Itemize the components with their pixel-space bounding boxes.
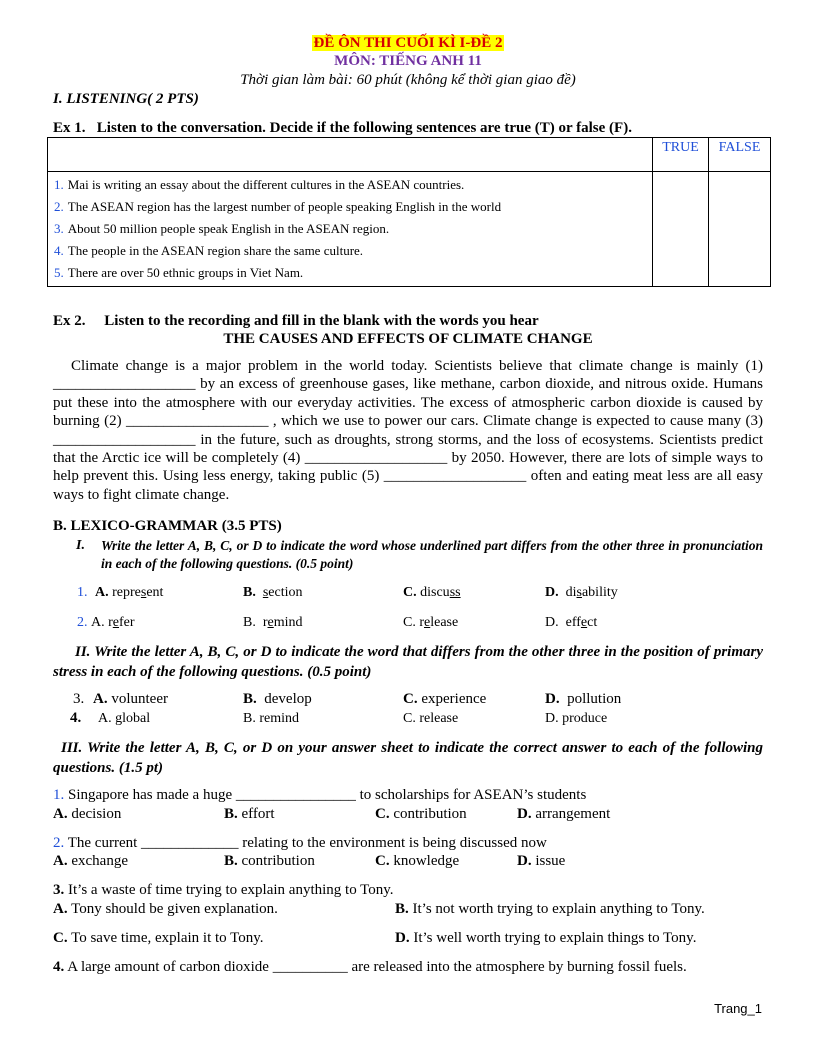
statement-row: 1. Mai is writing an essay about the different cultures in the ASEAN countries. bbox=[54, 177, 465, 192]
statement-row: 2. The ASEAN region has the largest number of people speaking English in the world bbox=[54, 199, 502, 214]
listening-heading: I. LISTENING( 2 PTS) bbox=[53, 91, 199, 107]
ex1-heading: Ex 1. Listen to the conversation. Decide if the following sentences are true (T) or false (F). bbox=[53, 120, 632, 136]
p3-q3-stem: 3. It’s a waste of time trying to explain anything to Tony. bbox=[53, 882, 394, 898]
p2-q4-option-b[interactable]: B. remind bbox=[243, 711, 299, 726]
p3-q2-stem: 2. The current _____________ relating to the environment is being discussed now bbox=[53, 835, 547, 851]
p1-q2-row: 2. bbox=[77, 615, 88, 630]
p2-q3-option-c[interactable]: C. experience bbox=[403, 691, 487, 707]
page-number: Trang_1 bbox=[714, 1001, 762, 1016]
p3-q3-option-d[interactable]: D. It’s well worth trying to explain things to Tony. bbox=[395, 930, 697, 946]
passage bbox=[53, 357, 763, 504]
p1-q2-option-b[interactable]: B. remind bbox=[243, 615, 303, 630]
statements-cell bbox=[48, 172, 653, 287]
p1-q2-option-a[interactable]: A. refer bbox=[91, 615, 135, 630]
p2-q3-option-b[interactable]: B. develop bbox=[243, 691, 312, 707]
p2-q3-num: 3. bbox=[73, 691, 85, 707]
ex2-heading: Ex 2. Listen to the recording and fill in the blank with the words you hear bbox=[53, 313, 539, 329]
p1-q2-option-d[interactable]: D. effect bbox=[545, 615, 598, 630]
false-column-header: FALSE bbox=[709, 138, 771, 172]
exam-title: ĐỀ ÔN THI CUỐI KÌ I-ĐỀ 2 bbox=[313, 35, 503, 51]
p1-q1-option-c[interactable]: C. discuss bbox=[403, 585, 461, 600]
p3-q1-option-b[interactable]: B. effort bbox=[224, 806, 275, 822]
false-answer-cell[interactable] bbox=[709, 172, 771, 287]
part1-instruction: Write the letter A, B, C, or D to indicate the word whose underlined part differs from the other three in pronunciation in each of the following questions. (0.5 point) bbox=[101, 538, 763, 571]
true-column-header: TRUE bbox=[653, 138, 709, 172]
passage-title: THE CAUSES AND EFFECTS OF CLIMATE CHANGE bbox=[223, 331, 593, 347]
lexico-heading: B. LEXICO-GRAMMAR (3.5 PTS) bbox=[53, 518, 282, 534]
statement-row: 3. About 50 million people speak English in the ASEAN region. bbox=[54, 221, 390, 236]
p3-q2-option-a[interactable]: A. exchange bbox=[53, 853, 128, 869]
exam-subject: MÔN: TIẾNG ANH 11 bbox=[334, 53, 482, 69]
p1-q1-option-a[interactable]: A. represent bbox=[95, 585, 164, 600]
p2-q3-option-d[interactable]: D. pollution bbox=[545, 691, 622, 707]
p2-q4-num: 4. bbox=[70, 710, 82, 726]
p2-q4-option-a[interactable]: A. global bbox=[98, 711, 151, 726]
p3-q1-option-a[interactable]: A. decision bbox=[53, 806, 122, 822]
p1-q2-option-c[interactable]: C. release bbox=[403, 615, 459, 630]
p3-q1-option-c[interactable]: C. contribution bbox=[375, 806, 467, 822]
p3-q3-option-b[interactable]: B. It’s not worth trying to explain anything to Tony. bbox=[395, 901, 705, 917]
p3-q2-option-c[interactable]: C. knowledge bbox=[375, 853, 460, 869]
p3-q2-option-b[interactable]: B. contribution bbox=[224, 853, 315, 869]
p3-q4-stem: 4. A large amount of carbon dioxide __________ are released into the atmosphere by burning fossil fuels. bbox=[53, 959, 687, 975]
p3-q1-stem: 1. Singapore has made a huge ________________ to scholarships for ASEAN’s students bbox=[53, 787, 587, 803]
p1-q1-option-b[interactable]: B. section bbox=[243, 585, 303, 600]
p1-q1-row: 1. bbox=[77, 585, 88, 600]
p3-q2-option-d[interactable]: D. issue bbox=[517, 853, 566, 869]
exam-time: Thời gian làm bài: 60 phút (không kể thời gian giao đề) bbox=[240, 72, 576, 88]
p3-q3-option-a[interactable]: A. Tony should be given explanation. bbox=[53, 901, 278, 917]
true-false-table bbox=[47, 137, 771, 287]
p3-q1-option-d[interactable]: D. arrangement bbox=[517, 806, 611, 822]
true-answer-cell[interactable] bbox=[653, 172, 709, 287]
p2-q4-option-c[interactable]: C. release bbox=[403, 711, 459, 726]
p1-q1-option-d[interactable]: D. disability bbox=[545, 585, 618, 600]
p3-q3-option-c[interactable]: C. To save time, explain it to Tony. bbox=[53, 930, 264, 946]
p2-q3-option-a[interactable]: A. volunteer bbox=[93, 691, 168, 707]
part1-roman: I. bbox=[76, 538, 85, 553]
part3-instruction: III. Write the letter A, B, C, or D on your answer sheet to indicate the correct answer to each of the following questions. (1.5 pt) bbox=[53, 740, 763, 776]
part2-instruction: II. Write the letter A, B, C, or D to indicate the word that differs from the other three in the position of primary stress in each of the following questions. (0.5 point) bbox=[53, 644, 763, 680]
passage-text: Climate change is a major problem in the world today. Scientists believe that climate change is mainly (1) ___________________ by an excess of greenhouse gases, like methane, carbon dioxide, and nitrous oxide. Humans put these into the atmosphere with our everyday activities. The excess of atmospheric carbon dioxide is caused by burning (2) ___________________ , which we use to power our cars. Climate change is expected to cause many (3) ___________________ in the future, such as droughts, strong storms, and the loss of ecosystems. Scientists predict that the Arctic ice will be completely (4) ___________________ by 2050. However, there are lots of simple ways to help prevent this. Using less energy, taking public (5) ___________________ often and eating meat less are all easy ways to fight climate change. bbox=[53, 358, 763, 503]
p2-q4-option-d[interactable]: D. produce bbox=[545, 711, 608, 726]
statement-row: 5. There are over 50 ethnic groups in Viet Nam. bbox=[54, 265, 304, 280]
statement-row: 4. The people in the ASEAN region share the same culture. bbox=[54, 243, 364, 258]
